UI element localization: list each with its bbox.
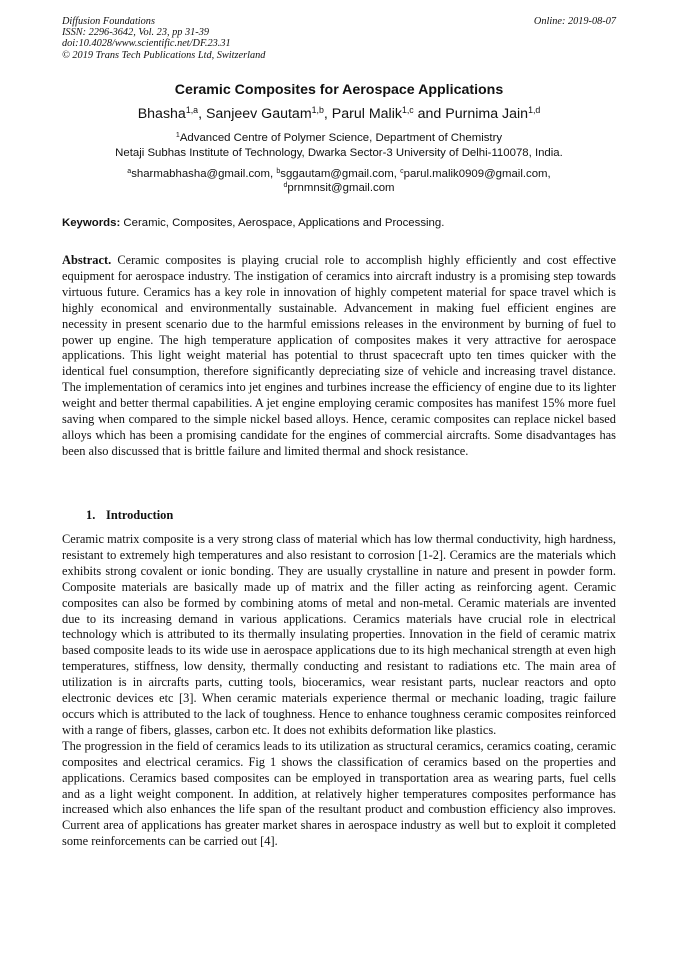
author-affil-mark: 1,c (401, 105, 414, 116)
author-separator: , (323, 106, 332, 122)
author-conjunction: and (413, 106, 446, 122)
author-affil-mark: 1,b (311, 105, 324, 116)
keywords (62, 217, 616, 229)
online-date: Online: 2019-08-07 (533, 16, 616, 27)
author-separator: , (198, 106, 206, 122)
author-name: Purnima Jain (445, 106, 529, 122)
email-address[interactable]: parul.malik0909@gmail.com (403, 168, 548, 180)
intro-paragraph: Ceramic matrix composite is a very strong class of material which has low thermal conductivity, high hardness, resistant to extremely high temperatures and also resistant to corrosion [1-2]. Ceramics are the materials which exhibits strong covalent or ionic bonding. They are usually crystalline in nature and present in powder form. Composite materials are basically made up of matrix and the filler acting as reinforcing agent. Ceramic composites can also be formed by combining atoms of metal and non-metal. Ceramic materials are invented due to its increasing demand in various applications. Ceramics materials have crucial role in electrical technology which is attributed to its thermally insulating properties. Innovation in the field of ceramic matrix based composite leads to its wide use in aerospace applications due to its high mechanical strength at even high temperatures, stiffness, low density, thermally conducting and resistant to radiations etc. The main area of utilization is in aircrafts parts, cutting tools, bioceramics, wear resistant parts, nuclear reactors and opto electronic devices etc [3]. When ceramic materials experience thermal or mechanic loading, tragic failure occurs which is attributed to the lack of toughness. Hence to enhance toughness ceramic composites reinforced with a range of fibers, glasses, carbon etc. It does not exhibits deformation like plastics. (62, 532, 616, 737)
copyright-line: © 2019 Trans Tech Publications Ltd, Switzerland (62, 49, 266, 61)
section-title: Introduction (106, 508, 174, 522)
abstract (62, 253, 616, 460)
abstract-text: Ceramic composites is playing crucial role to accomplish highly efficiently and cost effective equipment for aerospace industry. The instigation of ceramics into aircraft industry is a promising step towards virtuous future. Ceramics has a key role in innovation of highly competent material for space travel which is highly economical and environmentally sustainable. Advancement in making fuel efficient engines are necessity in present scenario due to the harmful emissions releases in the environment by burning of fuel to power up engine. The high temperature application of composites makes it very attractive for aerospace applications. This light weight material has potential to thrust spacecraft upto ten times quicker with the identical fuel consumption, therefore significantly depreciating size of vehicle and increasing travel distance. The implementation of ceramics into jet engines and turbines increase the efficiency of engine due to its lighter weight and better thermal capabilities. A jet engine employing ceramic composites has manifest 15% more fuel saving when compared to the simple nickel based alloys. Hence, ceramic composites can replace nickel based alloys which has been a promising candidate for the engines of commercial aircrafts. Some disadvantages has been also discussed that is brittle failure and limited thermal and shock resistance. (62, 253, 616, 458)
intro-paragraph: The progression in the field of ceramics leads to its utilization as structural ceramics, ceramics coating, ceramic composites and electrical ceramics. Fig 1 shows the classification of ceramics based on the properties and applications. Ceramics based composites can be employed in transportation area as wearing parts, fuel cells and as a light weight component. In addition, at relatively higher temperatures composites performance has increased which also enhances the life span of the resultant product and combustion efficiency also improves. Current area of applications has greater market shares in aerospace industry as well but to exploit it completed some reinforcements can be carried out [4]. (62, 738, 616, 849)
email-mark: c (400, 168, 404, 176)
affiliation-line-2: Netaji Subhas Institute of Technology, Dwarka Sector-3 University of Delhi-110078, India. (115, 147, 563, 159)
author-affil-mark: 1,a (185, 105, 199, 116)
email-mark: a (127, 168, 132, 176)
email-mark: d (283, 182, 288, 190)
section-heading (86, 508, 173, 523)
affiliation-mark: 1 (175, 132, 180, 140)
journal-header (62, 16, 616, 61)
journal-name: Diffusion Foundations (62, 16, 155, 27)
author-name: Parul Malik (331, 106, 402, 122)
author-list (0, 106, 678, 122)
keywords-text: Ceramic, Composites, Aerospace, Applications and Processing. (120, 217, 445, 229)
author-name: Bhasha (137, 106, 186, 122)
doi-line: doi:10.4028/www.scientific.net/DF.23.31 (62, 38, 231, 50)
author-affil-mark: 1,d (528, 105, 541, 116)
author-name: Sanjeev Gautam (205, 106, 312, 122)
section-number: 1. (86, 508, 96, 522)
author-emails: $^a$sharmabhasha@gmail.com, $^b$sggautam@gmail.com, $^c$parul.malik0909@gmail.com, $^d$prnmnsit@gmail.com (127, 168, 551, 194)
email-mark: b (276, 168, 281, 176)
email-address[interactable]: prnmnsit@gmail.com (287, 182, 395, 194)
email-address[interactable]: sharmabhasha@gmail.com (131, 168, 271, 180)
affiliation-line-1: Advanced Centre of Polymer Science, Department of Chemistry (179, 132, 503, 144)
email-address[interactable]: sggautam@gmail.com (280, 168, 394, 180)
issn-line: ISSN: 2296-3642, Vol. 23, pp 31-39 (62, 27, 210, 39)
affiliation (0, 131, 678, 161)
paper-title: Ceramic Composites for Aerospace Applications (174, 82, 504, 98)
introduction-body (62, 532, 616, 850)
keywords-label: Keywords: (62, 217, 121, 229)
abstract-label: Abstract. (62, 253, 112, 267)
